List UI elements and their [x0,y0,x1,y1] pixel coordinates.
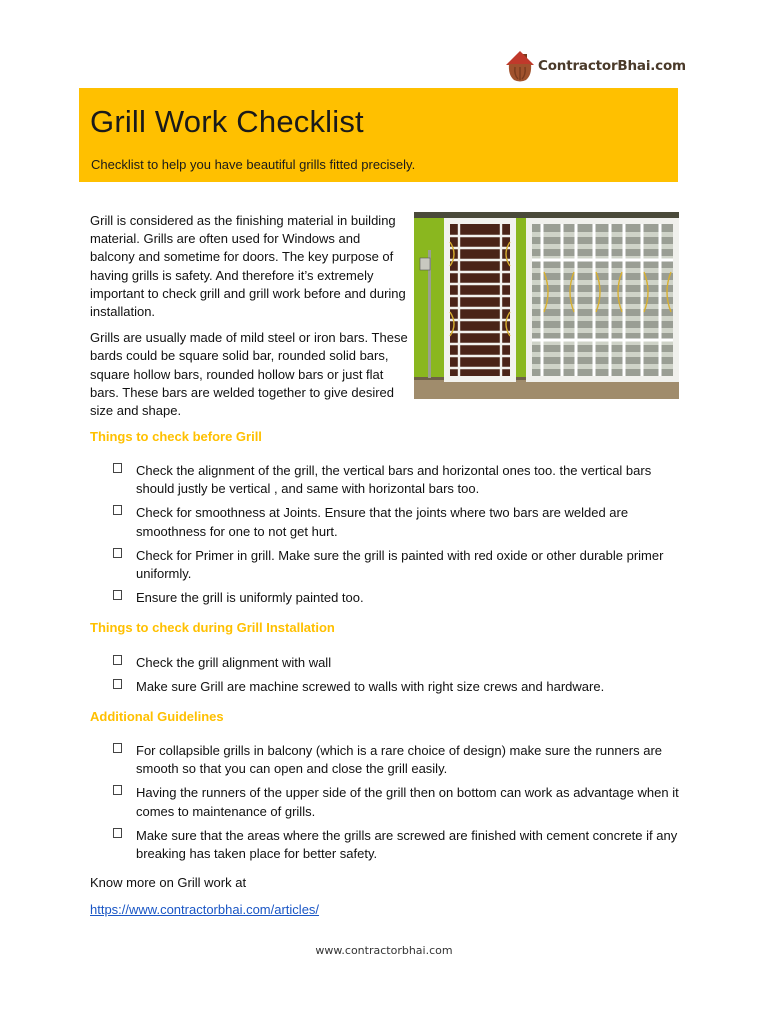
intro-text [90,212,408,428]
know-more-text: Know more on Grill work at [90,875,247,890]
checklist-item-text: Check for Primer in grill. Make sure the grill is painted with red oxide or other durable primer uniformly. [136,547,664,582]
page-title: Grill Work Checklist [90,104,364,139]
checklist-item [112,742,692,778]
checklist-item [112,827,692,863]
page-subtitle: Checklist to help you have beautiful grills fitted precisely. [91,157,416,172]
checklist-item [112,462,692,498]
checklist-item [112,589,692,607]
section-heading-during-installation: Things to check during Grill Installation [90,620,335,635]
checkbox-icon[interactable] [113,828,122,838]
checklist-item-text: Make sure Grill are machine screwed to walls with right size crews and hardware. [136,679,605,695]
checklist-additional-guidelines [112,742,692,869]
checklist-item-text: Check for smoothness at Joints. Ensure that the joints where two bars are welded are smoothness for one to not get hurt. [136,505,629,539]
title-banner [79,88,678,182]
footer-url: www.contractorbhai.com [315,944,453,957]
checklist-item-text: Having the runners of the upper side of the grill then on bottom can work as advantage when it comes to maintenance of grills. [136,785,679,819]
checkbox-icon[interactable] [113,785,122,795]
brand-name: ContractorBhai.com [538,58,686,74]
brand-logo [505,48,686,84]
checkbox-icon[interactable] [113,590,122,600]
checklist-before-grill [112,462,692,613]
section-heading-before-grill: Things to check before Grill [90,429,262,444]
intro-paragraph: Grills are usually made of mild steel or iron bars. These bards could be square solid bar, rounded solid bars, square hollow bars, rounded hollow bars or just flat bars. These bars are welded together to give desired size and shape. [90,330,408,419]
checkbox-icon[interactable] [113,743,122,753]
checklist-item [112,654,692,672]
checklist-item-text: Make sure that the areas where the grills are screwed are finished with cement concrete if any breaking has taken place for better safety. [136,827,678,862]
checklist-item-text: Ensure the grill is uniformly painted too. [136,590,364,606]
intro-paragraph: Grill is considered as the finishing material in building material. Grills are often used for Windows and balcony and sometime for doors. The key purpose of having grills is safety. And therefore it’s extremely important to check grill and grill work before and during installation. [90,213,406,320]
checkbox-icon[interactable] [113,548,122,558]
checklist-during-installation [112,654,692,702]
articles-link[interactable]: https://www.contractorbhai.com/articles/ [90,902,320,917]
checklist-item-text: Check the grill alignment with wall [136,655,332,670]
checklist-item [112,547,692,583]
checkbox-icon[interactable] [113,679,122,689]
checklist-item [112,784,692,820]
checklist-item-text: Check the alignment of the grill, the vertical bars and horizontal ones too. the vertical bars should justly be vertical , and same with horizontal bars too. [136,463,652,497]
checkbox-icon[interactable] [113,505,122,515]
checklist-item [112,504,692,540]
house-logo-icon [505,49,535,83]
checkbox-icon[interactable] [113,655,122,665]
checklist-item [112,678,692,696]
checkbox-icon[interactable] [113,463,122,473]
section-heading-additional-guidelines: Additional Guidelines [90,709,224,724]
grill-photo [414,212,679,399]
checklist-item-text: For collapsible grills in balcony (which is a rare choice of design) make sure the runners are smooth so that you can open and close the grill easily. [136,743,663,777]
